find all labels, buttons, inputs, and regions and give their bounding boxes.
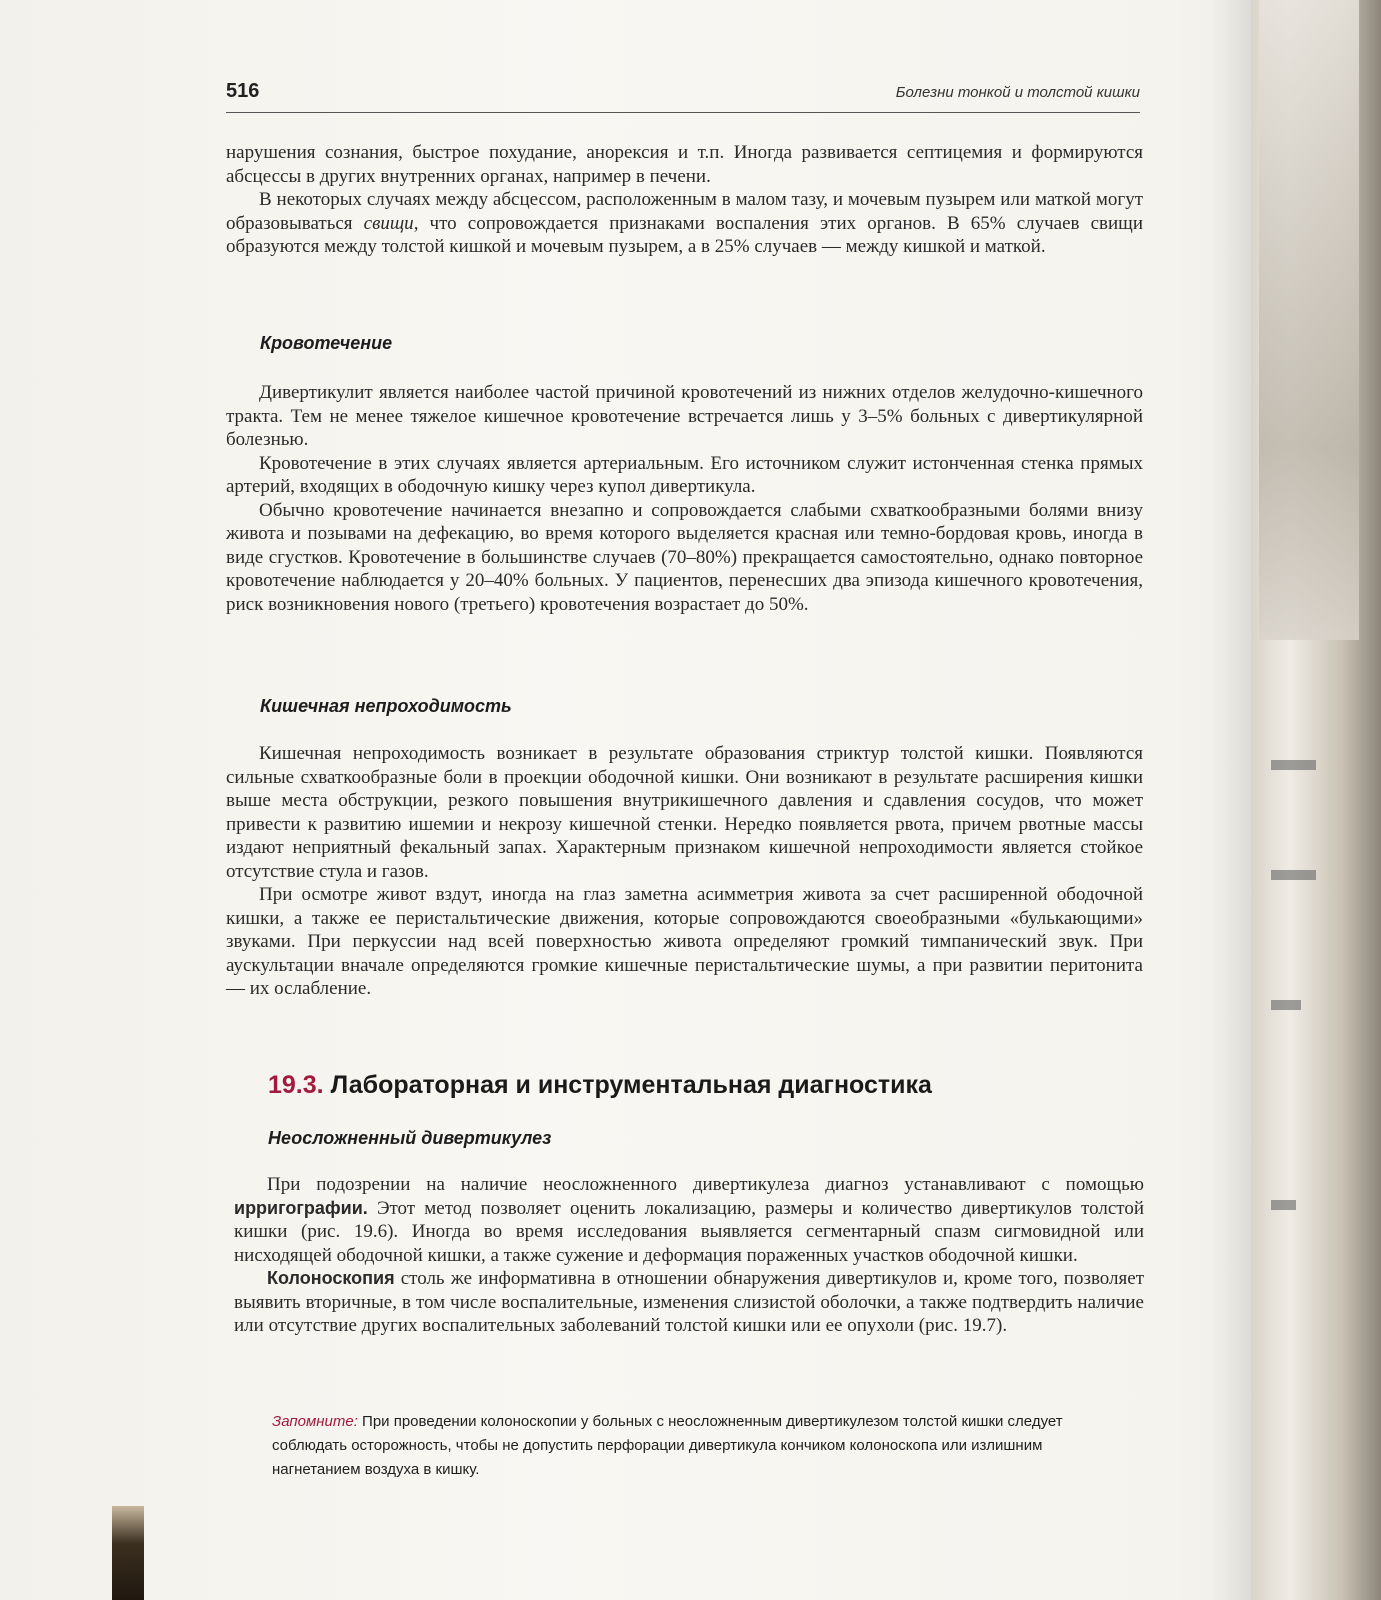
adjacent-text-fragment xyxy=(1271,870,1316,880)
running-title: Болезни тонкой и толстой кишки xyxy=(895,84,1140,101)
text-span: В некоторых случаях между абсцессом, расположенным в малом тазу, и мочевым пузырем или маткой могут образовываться xyxy=(226,189,1143,234)
intro-paragraph-1: нарушения сознания, быстрое похудание, анорексия и т.п. Иногда развивается септицемия и формируются абсцессы в других внутренних органах, например в печени. xyxy=(226,142,1143,187)
text-span: Этот метод позволяет оценить локализацию, размеры и количество дивертикулов толстой кишки (рис. 19.6). Иногда во время исследования выявляется сегментарный спазм сигмовидной или нисходящей ободочной кишки, а также сужение и деформация пораженных участков ободочной кишки. xyxy=(234,1197,1144,1266)
page-number: 516 xyxy=(226,80,260,102)
section-title: Лабораторная и инструментальная диагностика xyxy=(330,1071,932,1099)
uncomplicated-paragraph-1 xyxy=(234,1173,1144,1267)
intro-text xyxy=(226,141,1143,259)
bold-term: Колоноскопия xyxy=(267,1268,395,1288)
text-span: , что сопровождается признаками воспаления этих органов. В 65% случаев свищи образуются между толстой кишкой и мочевым пузырем, а в 25% случаев — между кишкой и маткой. xyxy=(226,212,1143,257)
adjacent-text-fragment xyxy=(1271,1200,1296,1210)
text-span: столь же информативна в отношении обнаружения дивертикулов и, кроме того, позволяет выявить вторичные, в том числе воспалительные, изменения слизистой оболочки, а также подтвердить наличие или отсутствие других воспалительных заболеваний толстой кишки или ее опухоли (рис. 19.7). xyxy=(234,1268,1144,1336)
subheading-obstruction: Кишечная непроходимость xyxy=(260,696,512,716)
adjacent-page-figure xyxy=(1259,0,1359,640)
bold-term: ирригографии. xyxy=(234,1197,368,1218)
section-number: 19.3. xyxy=(268,1071,324,1099)
bleeding-paragraph-2: Кровотечение в этих случаях является артериальным. Его источником служит истонченная стенка прямых артерий, входящих в ободочную кишку через купол дивертикула. xyxy=(226,452,1143,497)
obstruction-paragraph-2: При осмотре живот вздут, иногда на глаз заметна асимметрия живота за счет расширенной ободочной кишки, а также ее перистальтические движения, которые сопровождаются своеобразными «булькающими» звуками. При перкуссии над всей поверхностью живота определяют громкий тимпанический звук. При аускультации вначале определяются громкие кишечные перистальтические шумы, а при развитии перитонита — их ослабление. xyxy=(226,884,1143,999)
subheading-uncomplicated: Неосложненный дивертикулез xyxy=(268,1128,552,1148)
page-header xyxy=(226,76,1140,113)
uncomplicated-paragraph-2 xyxy=(234,1267,1144,1338)
uncomplicated-text xyxy=(234,1173,1144,1338)
emphasis-term: свищи xyxy=(363,212,414,234)
obstruction-text xyxy=(226,742,1143,1001)
bleeding-paragraph-1: Дивертикулит является наиболее частой причиной кровотечений из нижних отделов желудочно-кишечного тракта. Тем не менее тяжелое кишечное кровотечение встречается лишь у 3–5% больных с дивертикулярной болезнью. xyxy=(226,382,1143,450)
text-span: При подозрении на наличие неосложненного дивертикулеза диагноз устанавливают с помощью xyxy=(267,1174,1144,1195)
adjacent-page-edge xyxy=(1251,0,1381,1600)
subheading-bleeding: Кровотечение xyxy=(260,333,393,353)
bleeding-text xyxy=(226,381,1143,616)
remember-text: При проведении колоноскопии у больных с неосложненным дивертикулезом толстой кишки следует соблюдать осторожность, чтобы не допустить перфорации дивертикула кончиком колоноскопа или излишним нагнетанием воздуха в кишку. xyxy=(272,1413,1063,1478)
intro-paragraph-2 xyxy=(226,188,1143,259)
adjacent-text-fragment xyxy=(1271,760,1316,770)
spine-shadow xyxy=(1211,0,1251,1600)
bleeding-paragraph-3: Обычно кровотечение начинается внезапно и сопровождается слабыми схваткообразными болями внизу живота и позывами на дефекацию, во время которого выделяется красная или темно-бордовая кровь, иногда в виде сгустков. Кровотечение в большинстве случаев (70–80%) прекращается самостоятельно, однако повторное кровотечение наблюдается у 20–40% больных. У пациентов, перенесших два эпизода кишечного кровотечения, риск возникновения нового (третьего) кровотечения возрастает до 50%. xyxy=(226,499,1143,615)
remember-note xyxy=(272,1410,1118,1482)
page-tab-marker xyxy=(112,1506,144,1600)
adjacent-text-fragment xyxy=(1271,1000,1301,1010)
obstruction-paragraph-1: Кишечная непроходимость возникает в результате образования стриктур толстой кишки. Появляются сильные схваткообразные боли в проекции ободочной кишки. Они возникают в результате расширения кишки выше места обструкции, резкого повышения внутрикишечного давления и сдавления сосудов, что может привести к развитию ишемии и некрозу кишечной стенки. Нередко появляется рвота, причем рвотные массы издают неприятный фекальный запах. Характерным признаком кишечной непроходимости является стойкое отсутствие стула и газов. xyxy=(226,743,1143,882)
remember-label: Запомните: xyxy=(272,1413,358,1430)
section-heading xyxy=(268,1071,932,1100)
